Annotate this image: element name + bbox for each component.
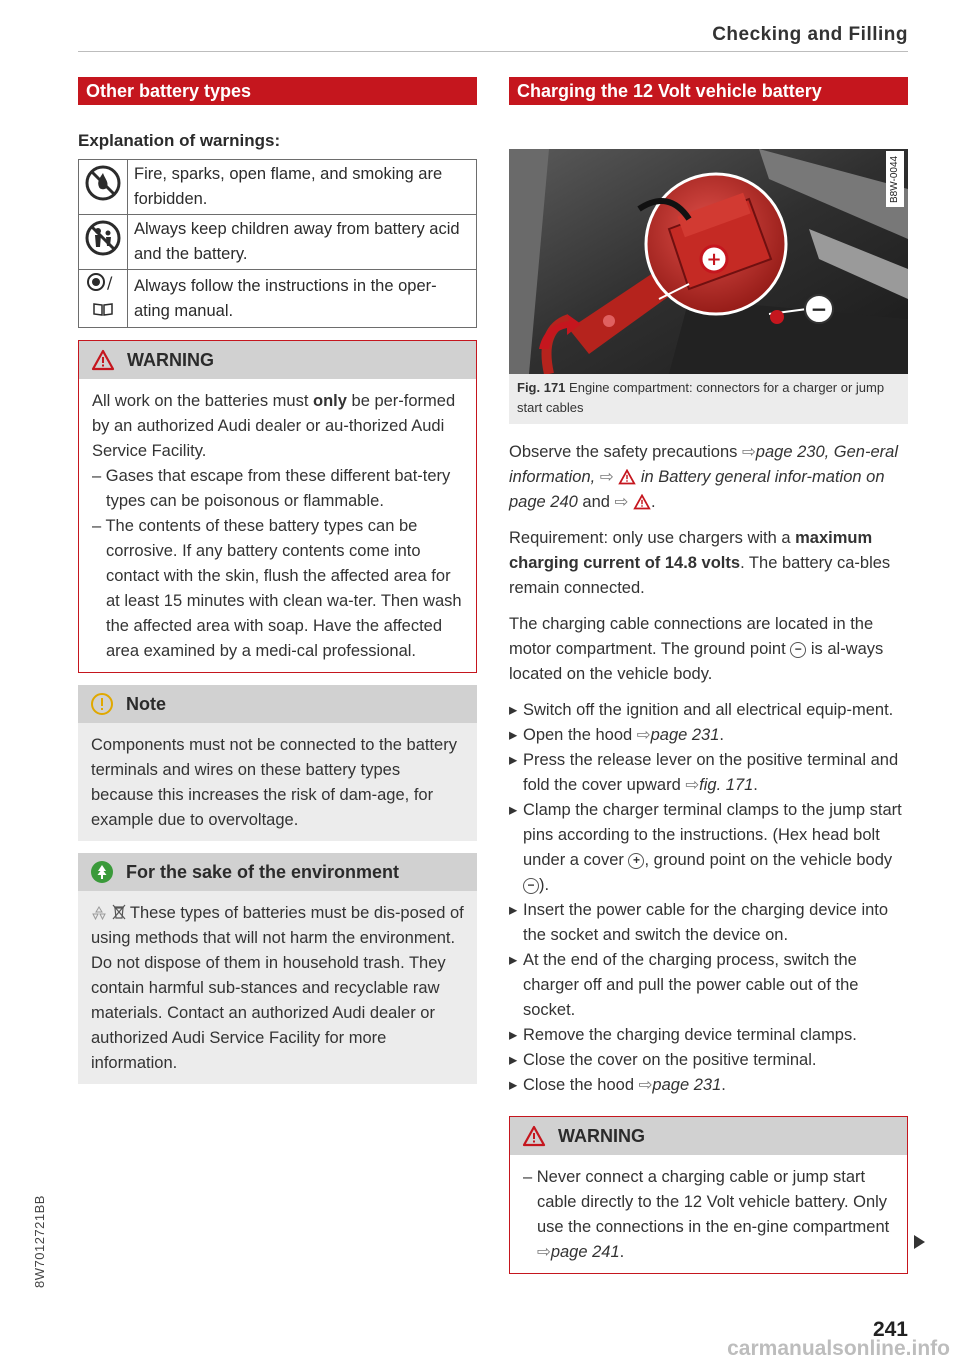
warning-intro-pre: All work on the batteries must (92, 392, 314, 410)
connections-text-1: The charging cable connections are located in the motor compartment. The ground point (509, 615, 874, 658)
list-item: – The contents of these battery types can be corrosive. If any battery contents come into contact with the skin, flush the affected area for at least 15 minutes with clean wa-ter. Then wash the affected area with soap. Have the affected area examined by a medi-cal professional. (92, 517, 462, 660)
table-row (79, 270, 477, 328)
warnings-subtitle: Explanation of warnings: (78, 131, 281, 150)
no-children-icon (85, 220, 121, 256)
warning-label: WARNING (127, 349, 214, 370)
cross-reference-arrow-icon: ⇨ (741, 443, 756, 461)
warning-triangle-icon (522, 1125, 546, 1147)
link-page-231[interactable]: page 231 (650, 726, 720, 744)
link-fig-171[interactable]: fig. 171 (699, 776, 754, 794)
warning-triangle-icon (618, 469, 636, 485)
note-box (78, 685, 477, 841)
step-text: Clamp the charger terminal clamps to the jump start pins according to the instructions. (Hex head bolt under a cover (523, 801, 902, 869)
link-general-information[interactable]: page 230, Gen-eral information, (509, 443, 898, 486)
page-number: 241 (872, 1318, 908, 1341)
link-battery-general-information[interactable]: in Battery general infor-mation on page 240 (509, 468, 885, 511)
watermark: carmanualsonline.info (727, 1337, 950, 1360)
step-text: , ground point on the vehicle body (644, 851, 893, 869)
section-heading-other-battery-types: Other battery types (78, 77, 477, 105)
warning-text-fire: Fire, sparks, open flame, and smoking are forbidden. (128, 160, 477, 215)
procedure-steps (509, 698, 908, 1098)
header-divider (78, 51, 908, 52)
section-heading-charging: Charging the 12 Volt vehicle battery (509, 77, 908, 105)
requirement-bold: maximum charging current of 14.8 volts (509, 529, 873, 572)
warning-item-text: – Never connect a charging cable or jump start cable directly to the 12 Volt vehicle battery. Only use the connections in the en-gine compartment (523, 1168, 890, 1236)
figure-caption (509, 374, 908, 424)
warning-list (523, 1165, 895, 1265)
minus-circle-icon: − (790, 642, 806, 658)
left-column (78, 77, 477, 1084)
list-item: – Gases that escape from these different bat-tery types can be poisonous or flammable. (92, 467, 451, 510)
safety-text-3: . (650, 493, 656, 511)
environment-body (78, 891, 477, 1084)
plus-circle-icon: + (628, 853, 644, 869)
warning-box-charging (509, 1116, 908, 1274)
warning-body (510, 1155, 907, 1273)
note-text: Components must not be connected to the battery terminals and wires on these battery types because this increases the risk of dam-age, for example due to overvoltage. (78, 723, 477, 841)
connections-paragraph (509, 612, 908, 687)
step-text: Close the hood (523, 1076, 639, 1094)
warning-intro (92, 389, 464, 464)
warning-header (79, 341, 476, 379)
cross-reference-arrow-icon: ⇨ (599, 468, 614, 486)
figure-caption-label: Fig. 171 (517, 380, 566, 395)
eye-protection-icon (86, 272, 120, 292)
figure-caption-text: Engine compartment: connectors for a charger or jump start cables (517, 380, 885, 415)
warning-intro-post: be per-formed by an authorized Audi dealer or au-thorized Audi Service Facility. (92, 392, 456, 460)
no-fire-icon (85, 165, 121, 201)
environment-icon (90, 860, 114, 884)
requirement-text-2: . The battery ca-bles remain connected. (509, 554, 891, 597)
step-text: ). (539, 876, 550, 894)
cross-reference-arrow-icon: ⇨ (685, 776, 700, 794)
right-column (509, 77, 908, 1274)
svg-text:/: / (107, 273, 113, 292)
minus-ground-symbol: − (810, 297, 828, 321)
warning-box-batteries (78, 340, 477, 673)
environment-box (78, 853, 477, 1084)
list-item: ▸ Close the cover on the positive terminal. (509, 1048, 908, 1073)
crossed-bin-icon (112, 904, 126, 920)
link-page-241[interactable]: page 241 (550, 1243, 620, 1261)
figure-171 (509, 149, 908, 424)
link-page-231[interactable]: page 231 (652, 1076, 722, 1094)
note-icon (90, 692, 114, 716)
warning-text-manual: Always follow the instructions in the oper-ating manual. (128, 270, 477, 328)
plus-terminal-symbol: + (706, 249, 722, 270)
environment-header (78, 853, 477, 891)
list-item: ▸ Switch off the ignition and all electrical equip-ment. (509, 698, 908, 723)
warnings-table (78, 159, 477, 328)
warning-intro-bold: only (313, 392, 347, 410)
warning-body (79, 379, 476, 672)
list-item: ▸ At the end of the charging process, switch the charger off and pull the power cable out of the socket. (509, 948, 908, 1023)
cross-reference-arrow-icon: ⇨ (614, 493, 629, 511)
requirement-text-1: Requirement: only use chargers with a (509, 529, 796, 547)
manual-icon (92, 301, 114, 317)
recycle-icon (91, 906, 107, 920)
engine-compartment-illustration (509, 149, 908, 374)
list-item: ▸ Open the hood ⇨page 231. (509, 723, 908, 748)
environment-text: These types of batteries must be dis-posed of using methods that will not harm the environment. Do not dispose of them in household trash. They contain harmful sub-stances and recyclable raw materials. Contact an authorized Audi dealer or authorized Audi Service Facility for more information. (91, 904, 464, 1072)
figure-code: B8W-0044 (886, 151, 904, 207)
note-header (78, 685, 477, 723)
table-row (79, 160, 477, 215)
list-item: ▸ Close the hood ⇨page 231. (509, 1073, 908, 1098)
step-text: Press the release lever on the positive terminal and fold the cover upward (523, 751, 899, 794)
note-label: Note (126, 693, 166, 714)
list-item: ▸ Remove the charging device terminal clamps. (509, 1023, 908, 1048)
warning-list (92, 464, 464, 664)
minus-circle-icon: − (523, 878, 539, 894)
cross-reference-arrow-icon: ⇨ (636, 726, 651, 744)
connections-text-2: is al-ways located on the vehicle body. (509, 640, 884, 683)
environment-label: For the sake of the environment (126, 861, 400, 882)
warning-triangle-icon (633, 494, 651, 510)
list-item: – Never connect a charging cable or jump start cable directly to the 12 Volt vehicle battery. Only use the connections in the en-gine compartment ⇨page 241. (523, 1168, 890, 1261)
warning-label: WARNING (558, 1125, 645, 1146)
warning-triangle-icon (91, 349, 115, 371)
safety-text-1: Observe the safety precautions (509, 443, 742, 461)
step-text: Open the hood (523, 726, 637, 744)
continue-arrow-icon (914, 1235, 925, 1249)
requirement-paragraph (509, 526, 908, 601)
table-row (79, 215, 477, 270)
cross-reference-arrow-icon: ⇨ (537, 1243, 551, 1261)
chapter-title: Checking and Filling (712, 24, 908, 45)
list-item (509, 798, 908, 898)
list-item: ▸ Insert the power cable for the charging device into the socket and switch the device on. (509, 898, 908, 948)
safety-text-2: and (577, 493, 615, 511)
warning-text-children: Always keep children away from battery acid and the battery. (128, 215, 477, 270)
safety-paragraph (509, 440, 908, 515)
document-code: 8W7012721BB (32, 1195, 47, 1289)
list-item: ▸ Press the release lever on the positive terminal and fold the cover upward ⇨fig. 171. (509, 748, 908, 798)
cross-reference-arrow-icon: ⇨ (638, 1076, 653, 1094)
warning-header (510, 1117, 907, 1155)
